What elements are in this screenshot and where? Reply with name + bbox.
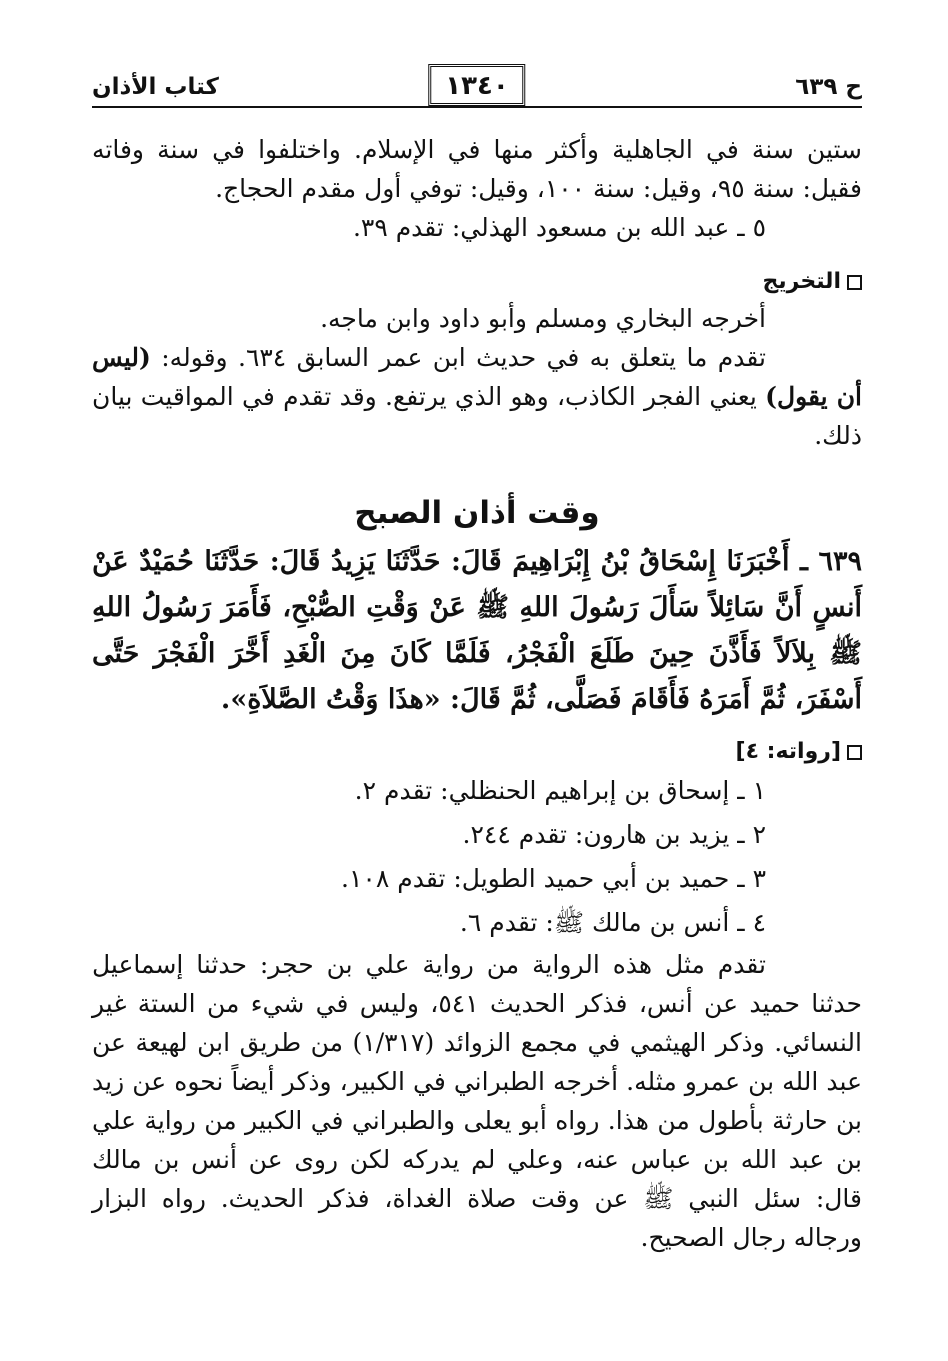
square-bullet-icon (847, 275, 862, 290)
takhrij-paragraph (92, 338, 862, 455)
hadith-number: ح ٦٣٩ (795, 74, 862, 100)
narrators-heading (92, 735, 862, 769)
narrator-item: ٢ ـ يزيد بن هارون: تقدم ٢٤٤. (462, 820, 766, 849)
narrator-item: ٣ ـ حميد بن أبي حميد الطويل: تقدم ١٠٨. (341, 864, 766, 893)
square-bullet-icon (847, 745, 862, 760)
hadith-text: ٦٣٩ ـ أَخْبَرَنَا إِسْحَاقُ بْنُ إِبْرَاهِيمَ قَالَ: حَدَّثَنَا يَزِيدُ قَالَ: حَدَّثَنَا حُمَيْدٌ عَنْ أَنسٍ أَنَّ سَائِلاً سَأَلَ رَسُولَ اللهِ ﷺ عَنْ وَقْتِ الصُّبْحِ، فَأَمَرَ رَسُولُ اللهِ ﷺ بِلاَلاً فَأَذَّنَ حِينَ طَلَعَ الْفَجْرُ، فَلَمَّا كَانَ مِنَ الْغَدِ أَخَّرَ الْفَجْرَ حَتَّى أَسْفَرَ، ثُمَّ أَمَرَهُ فَأَقَامَ فَصَلَّى، ثُمَّ قَالَ: «هذَا وَقْتُ الصَّلاَةِ». (92, 546, 862, 715)
biography-paragraph: ستين سنة في الجاهلية وأكثر منها في الإسلام. واختلفوا في سنة وفاته فقيل: سنة ٩٥، وقيل: سنة ١٠٠، وقيل: توفي أول مقدم الحجاج. (92, 135, 862, 203)
book-title: كتاب الأذان (92, 74, 219, 100)
takhrij-line-2-start: تقدم ما يتعلق به في حديث ابن عمر السابق ٦٣٤. وقوله: (161, 343, 767, 372)
takhrij-line-1: أخرجه البخاري ومسلم وأبو داود وابن ماجه. (320, 304, 766, 333)
takhrij-heading (92, 265, 862, 299)
narrator-5: ٥ ـ عبد الله بن مسعود الهذلي: تقدم ٣٩. (352, 213, 766, 242)
header-rule (92, 106, 862, 108)
takhrij-heading-label: التخريج (762, 269, 841, 294)
narrator-item: ١ ـ إسحاق بن إبراهيم الحنظلي: تقدم ٢. (354, 776, 766, 805)
bold-phrase: (ليس أن يقول) (92, 343, 862, 411)
page-body (92, 130, 862, 1257)
narrator-item: ٤ ـ أنس بن مالك ﷺ: تقدم ٦. (459, 908, 766, 937)
book-page (92, 62, 862, 1312)
takhrij-line-2-end: يعني الفجر الكاذب، وهو الذي يرتفع. وقد تقدم في المواقيت بيان ذلك. (92, 382, 862, 450)
chapter-title: وقت أذان الصبح (354, 495, 600, 531)
final-paragraph: تقدم مثل هذه الرواية من رواية علي بن حجر: حدثنا إسماعيل حدثنا حميد عن أنس، فذكر الحديث ٥٤١، وليس في شيء من الستة غير النسائي. وذكر الهيثمي في مجمع الزوائد (١/٣١٧) من طريق ابن لهيعة عن عبد الله بن عمرو مثله. أخرجه الطبراني في الكبير، وذكر أيضاً نحوه عن زيد بن حارثة بأطول من هذا. رواه أبو يعلى والطبراني في الكبير من رواية علي بن عبد الله بن عباس عنه، وعلي لم يدركه لكن روى عن أنس بن مالك قال: سئل النبي ﷺ عن وقت صلاة الغداة، فذكر الحديث. رواه البزار ورجاله رجال الصحيح. (92, 950, 862, 1252)
page-header (92, 62, 862, 108)
page-number: ١٣٤٠ (428, 64, 525, 106)
narrators-heading-label: [رواته: ٤] (735, 739, 841, 764)
hadith-block (92, 539, 862, 723)
